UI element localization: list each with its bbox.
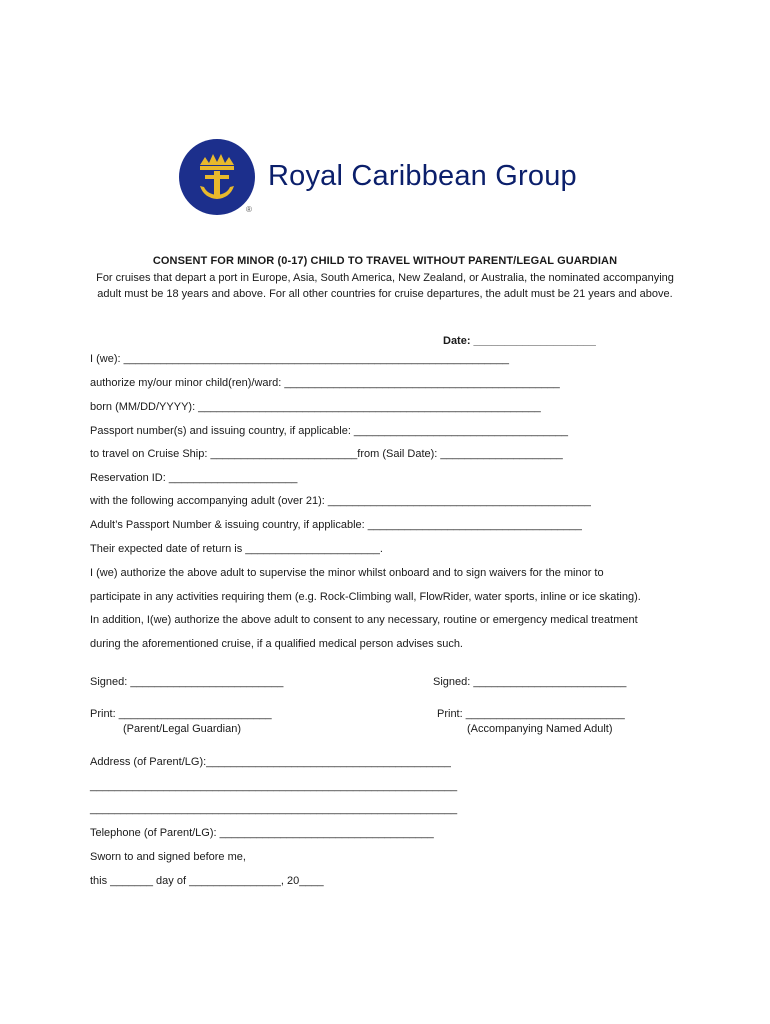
form-subtitle: For cruises that depart a port in Europe, Asia, South America, New Zealand, or Australia, the nominated accompanying adult must be 18 years and above. For all other countries for cruise departures, the adult must be 21 years and above. xyxy=(96,272,674,300)
royal-caribbean-logo xyxy=(178,138,577,220)
sworn-statement: Sworn to and signed before me, xyxy=(90,851,246,863)
notary-date-field[interactable]: this _______ day of _______________, 20____ xyxy=(90,875,324,887)
adult-caption: (Accompanying Named Adult) xyxy=(467,723,613,735)
authorization-paragraph-line-4: during the aforementioned cruise, if a qualified medical person advises such. xyxy=(90,638,463,650)
authorization-paragraph-line-2: participate in any activities requiring them (e.g. Rock-Climbing wall, FlowRider, water sports, inline or ice skating). xyxy=(90,591,641,603)
return-date-field[interactable]: Their expected date of return is ______________________. xyxy=(90,543,383,555)
birth-date-field[interactable]: born (MM/DD/YYYY): ________________________________________________________ xyxy=(90,401,541,413)
ship-sail-date-field[interactable]: to travel on Cruise Ship: ________________________from (Sail Date): ____________________ xyxy=(90,448,563,460)
date-field[interactable]: Date: ____________________ xyxy=(443,335,596,347)
address-field[interactable]: Address (of Parent/LG):________________________________________ xyxy=(90,756,451,768)
parent-signature-field[interactable]: Signed: _________________________ xyxy=(90,676,284,688)
passport-field[interactable]: Passport number(s) and issuing country, if applicable: ___________________________________ xyxy=(90,425,569,437)
parent-caption: (Parent/Legal Guardian) xyxy=(123,723,242,735)
reservation-id-field[interactable]: Reservation ID: _____________________ xyxy=(90,472,298,484)
adult-signature-field[interactable]: Signed: _________________________ xyxy=(433,676,627,688)
authorization-paragraph-line-3: In addition, I(we) authorize the above adult to consent to any necessary, routine or emergency medical treatment xyxy=(90,614,638,626)
adult-print-field[interactable]: Print: __________________________ xyxy=(437,708,625,720)
adult-passport-field[interactable]: Adult’s Passport Number & issuing country, if applicable: ___________________________________ xyxy=(90,519,582,531)
form-title: CONSENT FOR MINOR (0-17) CHILD TO TRAVEL WITHOUT PARENT/LEGAL GUARDIAN xyxy=(152,255,618,267)
parent-print-field[interactable]: Print: _________________________ xyxy=(90,708,272,720)
telephone-field[interactable]: Telephone (of Parent/LG): ___________________________________ xyxy=(90,827,434,839)
minor-name-field[interactable]: authorize my/our minor child(ren)/ward: _____________________________________________ xyxy=(90,377,560,389)
parents-name-field[interactable]: I (we): _______________________________________________________________ xyxy=(90,353,510,365)
accompanying-adult-field[interactable]: with the following accompanying adult (over 21): ___________________________________________ xyxy=(90,495,591,507)
brand-name: Royal Caribbean Group xyxy=(268,160,577,192)
address-line-2[interactable]: ____________________________________________________________ xyxy=(90,780,458,792)
crown-anchor-icon xyxy=(178,138,256,216)
authorization-paragraph-line-1: I (we) authorize the above adult to supervise the minor whilst onboard and to sign waivers for the minor to xyxy=(90,567,604,579)
address-line-3[interactable]: ____________________________________________________________ xyxy=(90,803,458,815)
registered-mark: ® xyxy=(246,205,252,214)
